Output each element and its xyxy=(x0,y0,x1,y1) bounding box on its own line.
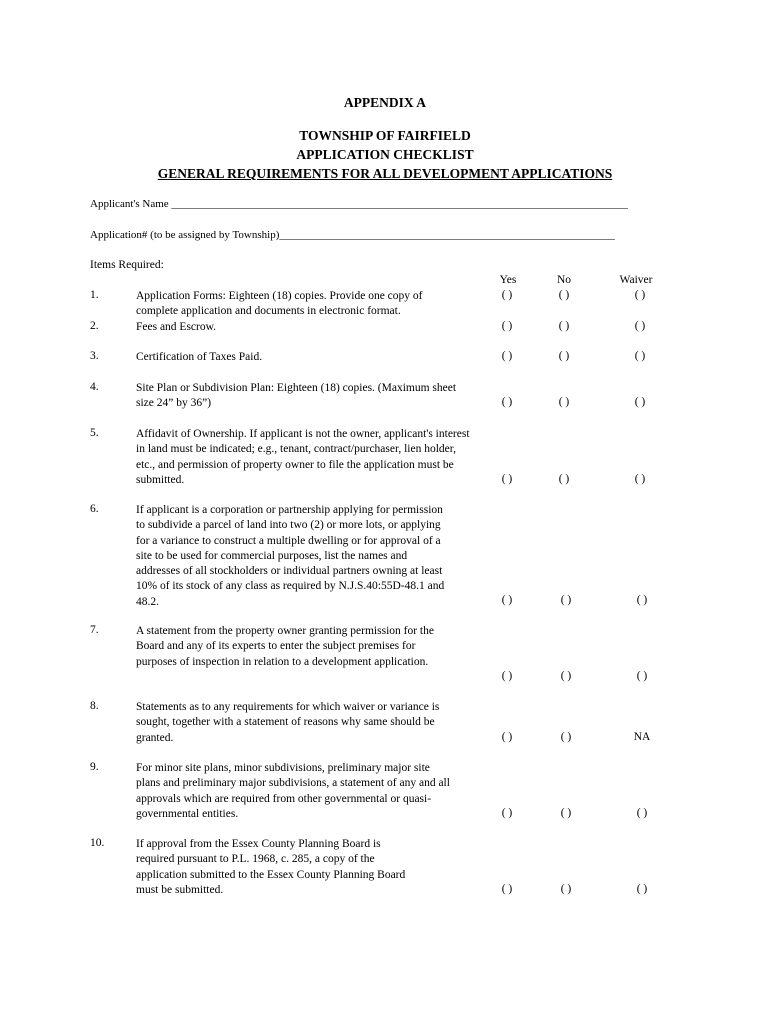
item-text: If applicant is a corporation or partnership applying for permission to subdivide a parcel of land into two (2) or more lots, or applying for a variance to construct a multiple dwelling or for approval of a site to be used for commercial purposes, list the names and addresses of all stockholders or individual partners owning at least 10% of its stock of any class as required by N.J.S.40:55D-48.1 and 48.2. xyxy=(136,504,445,608)
item-text: Site Plan or Subdivision Plan: Eighteen (18) copies. (Maximum sheet size 24” by 36”) xyxy=(136,382,457,410)
no-checkbox[interactable]: ( ) xyxy=(558,473,570,485)
appendix-title: APPENDIX A xyxy=(343,95,427,110)
waiver-checkbox[interactable]: ( ) xyxy=(636,594,648,606)
yes-checkbox[interactable]: ( ) xyxy=(501,670,513,682)
yes-checkbox[interactable]: ( ) xyxy=(501,396,513,408)
waiver-checkbox[interactable]: ( ) xyxy=(636,670,648,682)
item-number: 8. xyxy=(90,700,99,712)
waiver-checkbox[interactable]: ( ) xyxy=(634,320,646,332)
item-number: 5. xyxy=(90,427,99,439)
no-checkbox[interactable]: ( ) xyxy=(560,594,572,606)
application-number-field[interactable]: Application# (to be assigned by Township)_____________________________________________________________ xyxy=(90,229,615,241)
waiver-checkbox[interactable]: ( ) xyxy=(634,396,646,408)
waiver-checkbox[interactable]: ( ) xyxy=(636,807,648,819)
waiver-checkbox[interactable]: ( ) xyxy=(636,883,648,895)
no-checkbox[interactable]: ( ) xyxy=(560,807,572,819)
no-checkbox[interactable]: ( ) xyxy=(558,320,570,332)
item-text: Application Forms: Eighteen (18) copies. Provide one copy of complete application and documents in electronic format. xyxy=(136,290,423,318)
no-checkbox[interactable]: ( ) xyxy=(558,396,570,408)
no-checkbox[interactable]: ( ) xyxy=(558,350,570,362)
column-header-yes: Yes xyxy=(499,274,517,286)
item-number: 7. xyxy=(90,624,99,636)
item-number: 3. xyxy=(90,350,99,362)
item-text: For minor site plans, minor subdivisions, preliminary major site plans and preliminary major subdivisions, a statement of any and all approvals which are required from other governmental or quasi-governmental entities. xyxy=(136,762,450,820)
no-checkbox[interactable]: ( ) xyxy=(560,883,572,895)
yes-checkbox[interactable]: ( ) xyxy=(501,883,513,895)
township-title: TOWNSHIP OF FAIRFIELD xyxy=(299,128,471,143)
no-checkbox[interactable]: ( ) xyxy=(560,731,572,743)
column-header-waiver: Waiver xyxy=(619,274,653,286)
yes-checkbox[interactable]: ( ) xyxy=(501,594,513,606)
item-number: 4. xyxy=(90,381,99,393)
item-number: 6. xyxy=(90,503,99,515)
checklist-title: APPLICATION CHECKLIST xyxy=(296,147,474,162)
item-text: Certification of Taxes Paid. xyxy=(136,351,263,363)
items-required-label: Items Required: xyxy=(90,259,164,271)
waiver-na-label: NA xyxy=(633,731,651,743)
yes-checkbox[interactable]: ( ) xyxy=(501,350,513,362)
yes-checkbox[interactable]: ( ) xyxy=(501,320,513,332)
waiver-checkbox[interactable]: ( ) xyxy=(634,350,646,362)
general-requirements-title: GENERAL REQUIREMENTS FOR ALL DEVELOPMENT APPLICATIONS xyxy=(157,166,613,181)
waiver-checkbox[interactable]: ( ) xyxy=(634,473,646,485)
item-text: Fees and Escrow. xyxy=(136,321,217,333)
no-checkbox[interactable]: ( ) xyxy=(558,289,570,301)
no-checkbox[interactable]: ( ) xyxy=(560,670,572,682)
item-number: 10. xyxy=(90,837,105,849)
item-text: If approval from the Essex County Planning Board is required pursuant to P.L. 1968, c. 285, a copy of the application submitted to the Essex County Planning Board must be submitted. xyxy=(136,838,406,896)
yes-checkbox[interactable]: ( ) xyxy=(501,807,513,819)
item-number: 9. xyxy=(90,761,99,773)
yes-checkbox[interactable]: ( ) xyxy=(501,473,513,485)
item-number: 2. xyxy=(90,320,99,332)
item-text: Affidavit of Ownership. If applicant is not the owner, applicant's interest in land must be indicated; e.g., tenant, contract/purchaser, lien holder, etc., and permission of property owner to file the application must be submitted. xyxy=(136,428,470,486)
waiver-checkbox[interactable]: ( ) xyxy=(634,289,646,301)
yes-checkbox[interactable]: ( ) xyxy=(501,289,513,301)
item-number: 1. xyxy=(90,289,99,301)
item-text: Statements as to any requirements for which waiver or variance is sought, together with a statement of reasons why same should be granted. xyxy=(136,701,440,744)
item-text: A statement from the property owner granting permission for the Board and any of its experts to enter the subject premises for purposes of inspection in relation to a development application. xyxy=(136,625,434,668)
yes-checkbox[interactable]: ( ) xyxy=(501,731,513,743)
applicant-name-field[interactable]: Applicant's Name ___________________________________________________________________________________ xyxy=(90,198,628,210)
column-header-no: No xyxy=(556,274,572,286)
